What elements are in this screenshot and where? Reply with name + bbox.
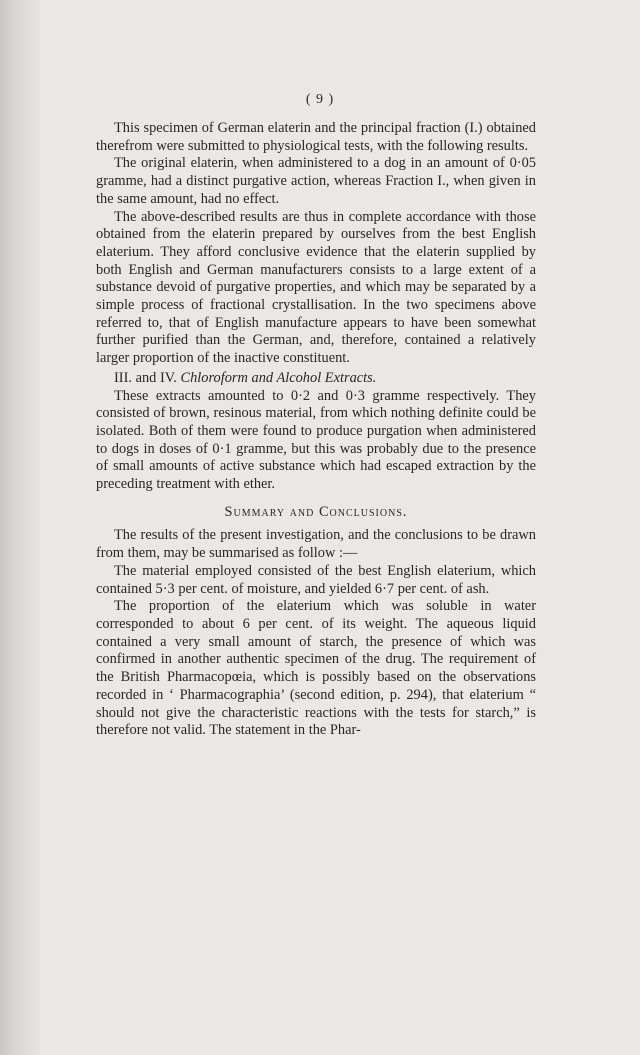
section-number: III. and IV. bbox=[114, 369, 177, 386]
paragraph-material: The material employed consisted of the best English elaterium, which contained 5·3 per cent. of moisture, and yielded 6·7 per cent. of ash. bbox=[96, 562, 536, 597]
paragraph-extracts: These extracts amounted to 0·2 and 0·3 gramme respectively. They consisted of brown, resinous material, from which nothing definite could be isolated. Both of them were found to produce purgation when administered to dogs in doses of 0·1 gramme, but this was probably due to the presence of small amounts of active substance which had escaped extraction by the preceding treatment with ether. bbox=[96, 387, 536, 493]
paragraph-german-specimen: This specimen of German elaterin and the principal fraction (I.) obtained therefrom were submitted to physiological tests, with the following results. bbox=[96, 120, 536, 154]
body-text bbox=[96, 120, 536, 740]
page-number: ( 9 ) bbox=[305, 92, 335, 107]
summary-heading: Summary and Conclusions. bbox=[224, 503, 408, 520]
section-title: Chloroform and Alcohol Extracts. bbox=[180, 369, 377, 386]
paragraph-solubility: The proportion of the elaterium which was soluble in water corresponded to about 6 per cent. of its weight. The aqueous liquid contained a very small amount of starch, the presence of which was confirmed in another authentic specimen of the drug. The requirement of the British Pharmacopœia, which is possibly based on the observations recorded in ‘ Pharmacographia’ (second edition, p. 294), that elaterium “ should not give the characteristic reactions with the tests for starch,” is therefore not valid. The statement in the Phar- bbox=[96, 598, 536, 739]
section-heading-extracts bbox=[96, 370, 536, 388]
paragraph-summary-intro: The results of the present investigation, and the conclusions to be drawn from them, may be summarised as follow :— bbox=[96, 527, 536, 562]
paragraph-accordance: The above-described results are thus in complete accordance with those obtained from the elaterin prepared by ourselves from the best English elaterium. They afford conclusive evidence that the elaterin supplied by both English and German manufacturers consists to a large extent of a substance devoid of purgative properties, and which may be separated by a simple process of fractional crystallisation. In the two specimens above referred to, that of English manufacture appears to have been somewhat further purified than the German, and, therefore, contained a relatively larger proportion of the inactive constituent. bbox=[96, 208, 536, 367]
paragraph-original-elaterin: The original elaterin, when administered to a dog in an amount of 0·05 gramme, had a distinct purgative action, whereas Fraction I., when given in the same amount, had no effect. bbox=[96, 155, 536, 207]
